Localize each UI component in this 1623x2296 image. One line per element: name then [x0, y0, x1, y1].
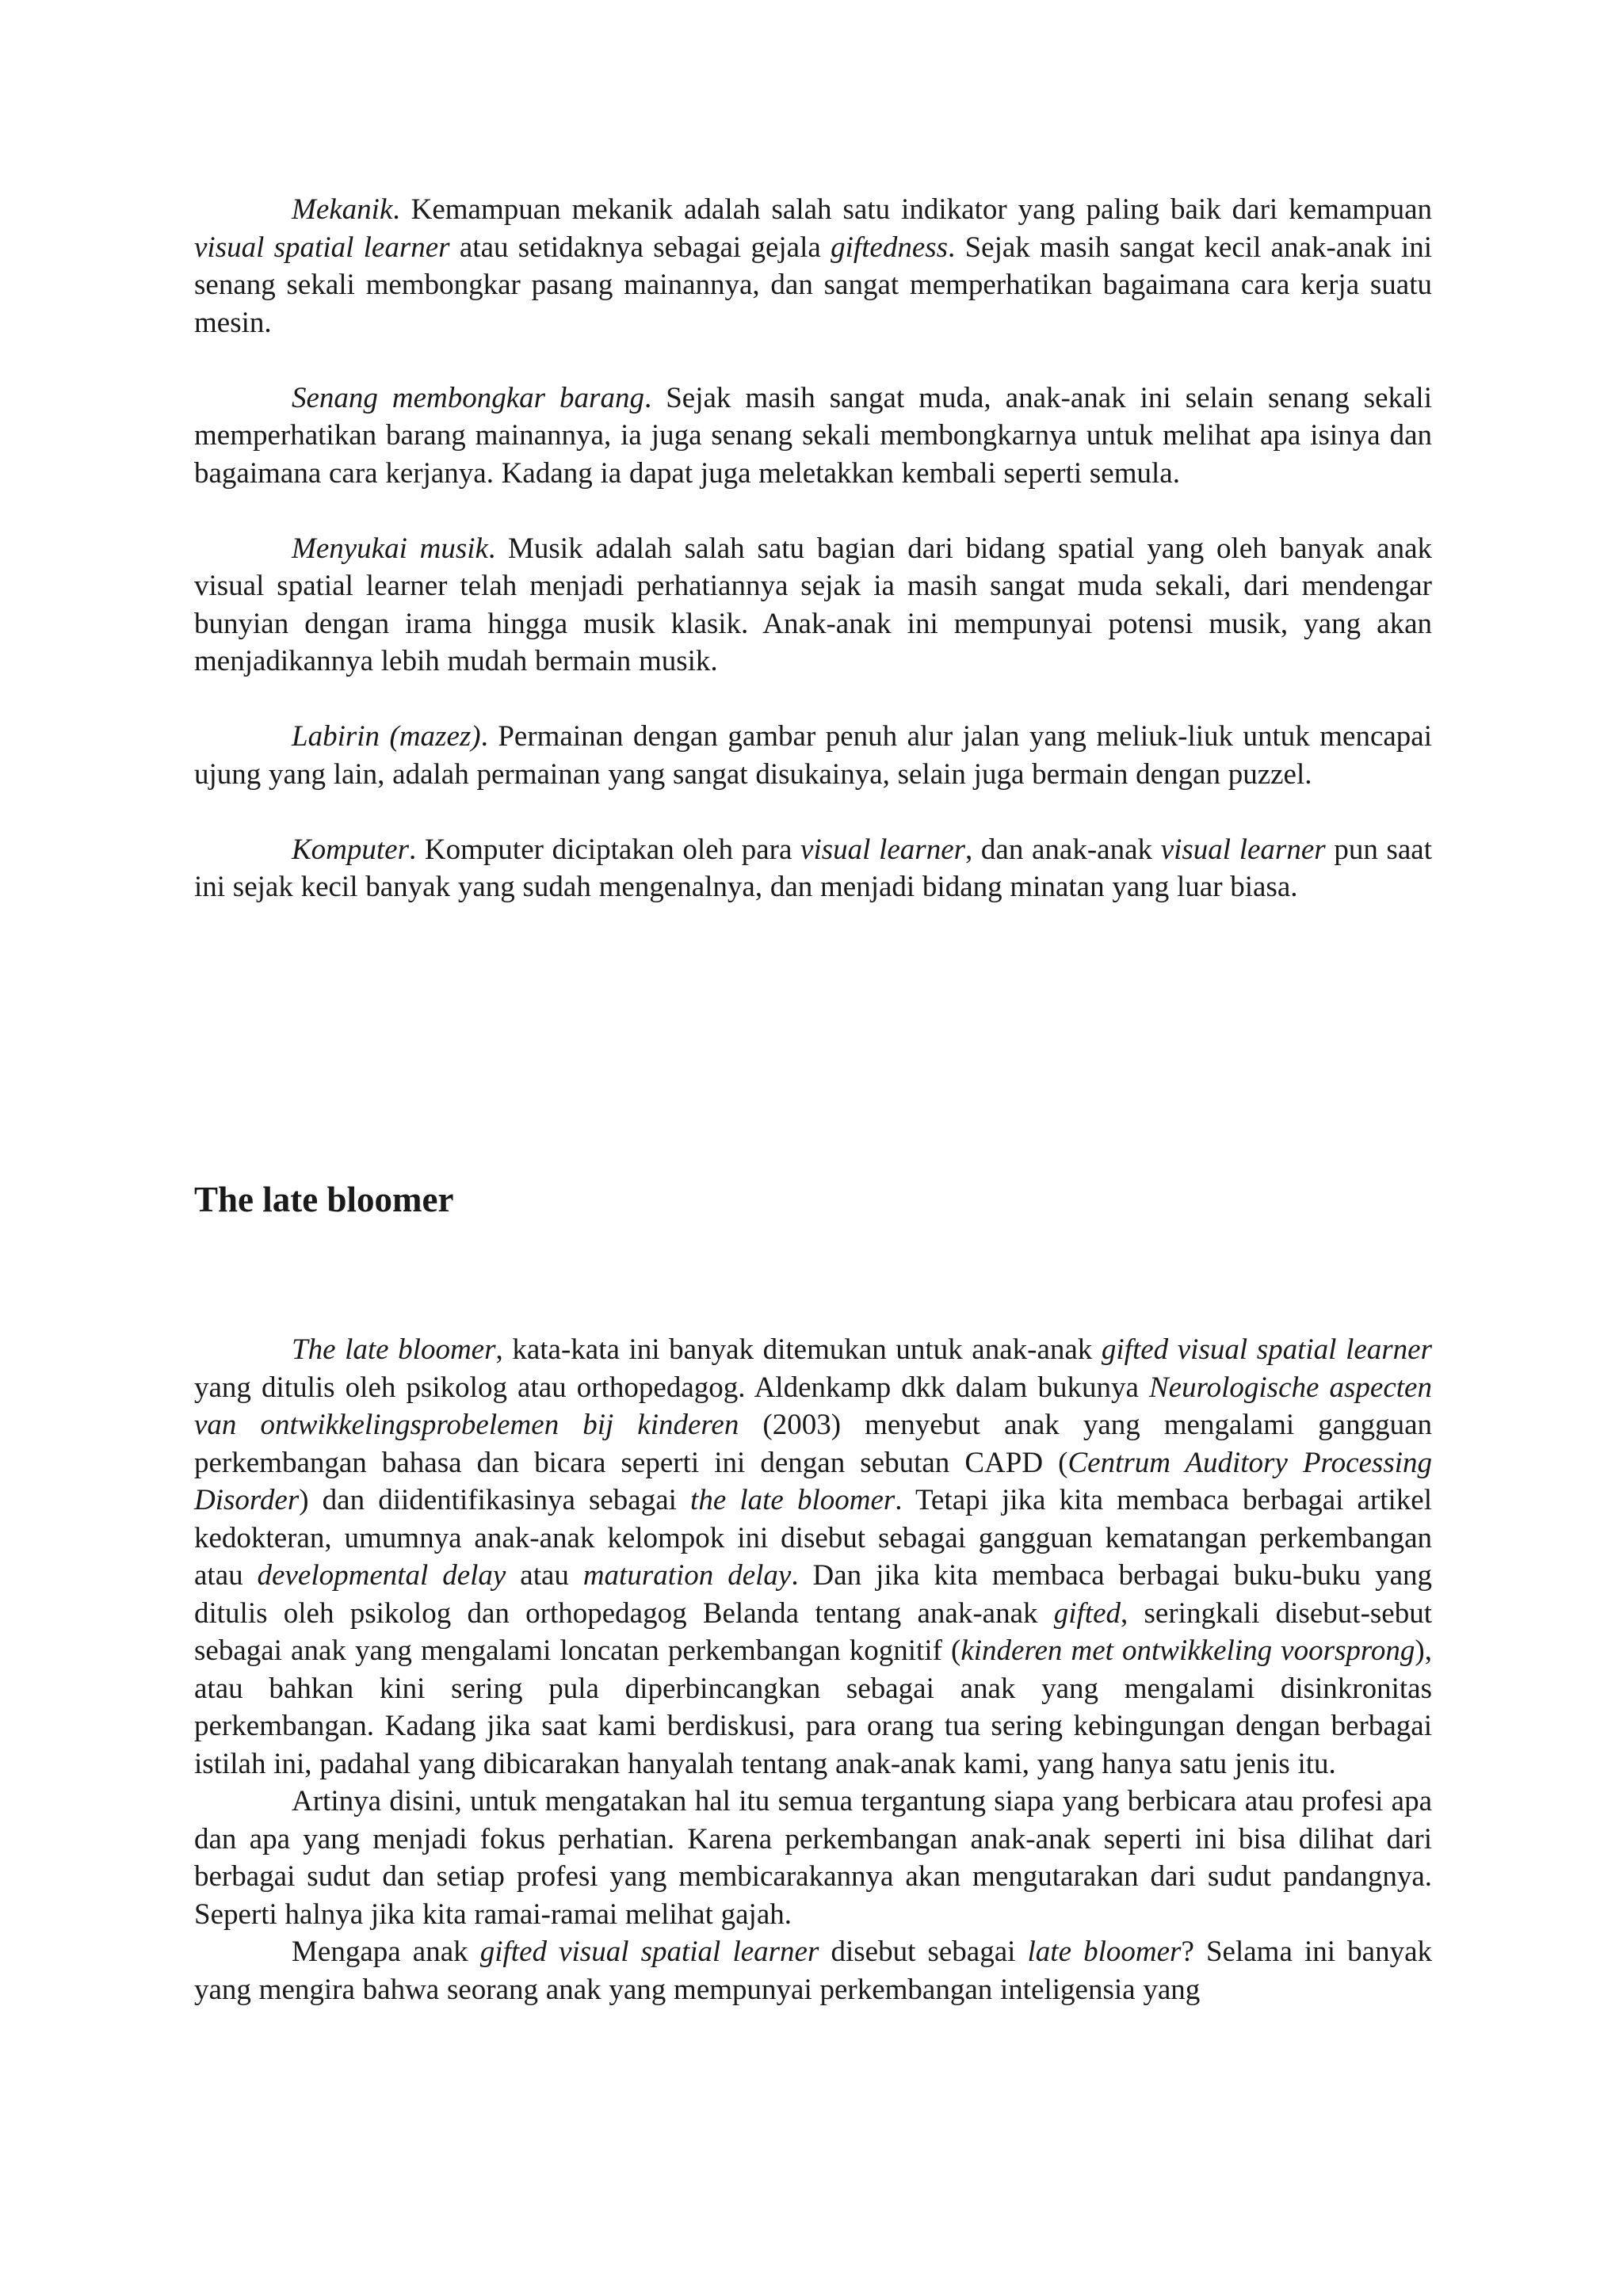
paragraph-lead-term: Komputer	[292, 833, 409, 866]
paragraph-senang-membongkar: Senang membongkar barang. Sejak masih sangat muda, anak-anak ini selain senang sekali memperhatikan barang mainannya, ia juga senang sekali membongkarnya untuk melihat apa isinya dan bagaimana cara kerjanya. Kadang ia dapat juga meletakkan kembali seperti semula.	[194, 381, 1432, 490]
italic-term: visual learner	[1160, 833, 1326, 866]
paragraph-lead-term: The late bloomer	[292, 1333, 496, 1366]
italic-term: the late bloomer	[690, 1484, 896, 1516]
paragraph-menyukai-musik: Menyukai musik. Musik adalah salah satu bagian dari bidang spatial yang oleh banyak anak visual spatial learner telah menjadi perhatiannya sejak ia masih sangat muda sekali, dari mendengar bunyian dengan irama hingga musik klasik. Anak-anak ini mempunyai potensi musik, yang akan menjadikannya lebih mudah bermain musik.	[194, 532, 1432, 677]
italic-term: kinderen met ontwikkeling voorsprong	[960, 1634, 1415, 1667]
late-bloomer-section	[194, 1331, 1432, 2008]
italic-term: gifted	[1053, 1596, 1121, 1630]
italic-term: visual learner	[800, 833, 966, 866]
paragraph-lead-term: Menyukai musik	[292, 532, 488, 565]
italic-term: developmental delay	[257, 1559, 506, 1592]
paragraph-mengapa: Mengapa anak gifted visual spatial learner disebut sebagai late bloomer? Selama ini banyak yang mengira bahwa seorang anak yang mempunyai perkembangan inteligensia yang	[194, 1936, 1433, 2006]
paragraph-lead-term: Senang membongkar barang	[292, 381, 644, 414]
paragraph-labirin: Labirin (mazez). Permainan dengan gambar penuh alur jalan yang meliuk-liuk untuk mencapai ujung yang lain, adalah permainan yang sangat disukainya, selain juga bermain dengan puzzel.	[194, 720, 1432, 791]
italic-term: Centrum Auditory Processing Disorder	[194, 1446, 1432, 1516]
italic-term: visual spatial learner	[194, 231, 450, 264]
paragraph-late-bloomer-intro: The late bloomer, kata-kata ini banyak ditemukan untuk anak-anak gifted visual spatial learner yang ditulis oleh psikolog atau orthopedagog. Aldenkamp dkk dalam bukunya Neurologische aspecten van ontwikkelingsprobelemen bij kinderen (2003) menyebut anak yang mengalami gangguan perkembangan bahasa dan bicara seperti ini dengan sebutan CAPD (Centrum Auditory Processing Disorder) dan diidentifikasinya sebagai the late bloomer. Tetapi jika kita membaca berbagai artikel kedokteran, umumnya anak-anak kelompok ini disebut sebagai gangguan kematangan perkembangan atau developmental delay atau maturation delay. Dan jika kita membaca berbagai buku-buku yang ditulis oleh psikolog dan orthopedagog Belanda tentang anak-anak gifted, seringkali disebut-sebut sebagai anak yang mengalami loncatan perkembangan kognitif (kinderen met ontwikkeling voorsprong), atau bahkan kini sering pula diperbincangkan sebagai anak yang mengalami disinkronitas perkembangan. Kadang jika saat kami berdiskusi, para orang tua sering kebingungan dengan berbagai istilah ini, padahal yang dibicarakan hanyalah tentang anak-anak kami, yang hanya satu jenis itu.	[194, 1333, 1433, 1780]
italic-term: late bloomer	[1027, 1936, 1182, 1968]
paragraph-lead-term: Labirin (mazez)	[292, 720, 481, 753]
paragraph-lead-term: Mekanik	[292, 193, 393, 226]
italic-term: gifted visual spatial learner	[1101, 1333, 1432, 1366]
italic-term: Neurologische aspecten van ontwikkelingsprobelemen bij kinderen	[194, 1371, 1432, 1441]
traits-section	[194, 191, 1432, 906]
italic-term: gifted visual spatial learner	[479, 1936, 819, 1968]
section-heading: The late bloomer	[194, 1180, 454, 1219]
italic-term: maturation delay	[582, 1559, 792, 1592]
paragraph-komputer: Komputer. Komputer diciptakan oleh para visual learner, dan anak-anak visual learner pun saat ini sejak kecil banyak yang sudah mengenalnya, dan menjadi bidang minatan yang luar biasa.	[194, 833, 1432, 903]
paragraph-artinya: Artinya disini, untuk mengatakan hal itu semua tergantung siapa yang berbicara atau profesi apa dan apa yang menjadi fokus perhatian. Karena perkembangan anak-anak seperti ini bisa dilihat dari berbagai sudut dan setiap profesi yang membicarakannya akan mengutarakan dari sudut pandangnya. Seperti halnya jika kita ramai-ramai melihat gajah.	[194, 1785, 1432, 1931]
italic-term: giftedness	[831, 231, 949, 264]
paragraph-mekanik: Mekanik. Kemampuan mekanik adalah salah satu indikator yang paling baik dari kemampuan visual spatial learner atau setidaknya sebagai gejala giftedness. Sejak masih sangat kecil anak-anak ini senang sekali membongkar pasang mainannya, dan sangat memperhatikan bagaimana cara kerja suatu mesin.	[194, 193, 1432, 339]
